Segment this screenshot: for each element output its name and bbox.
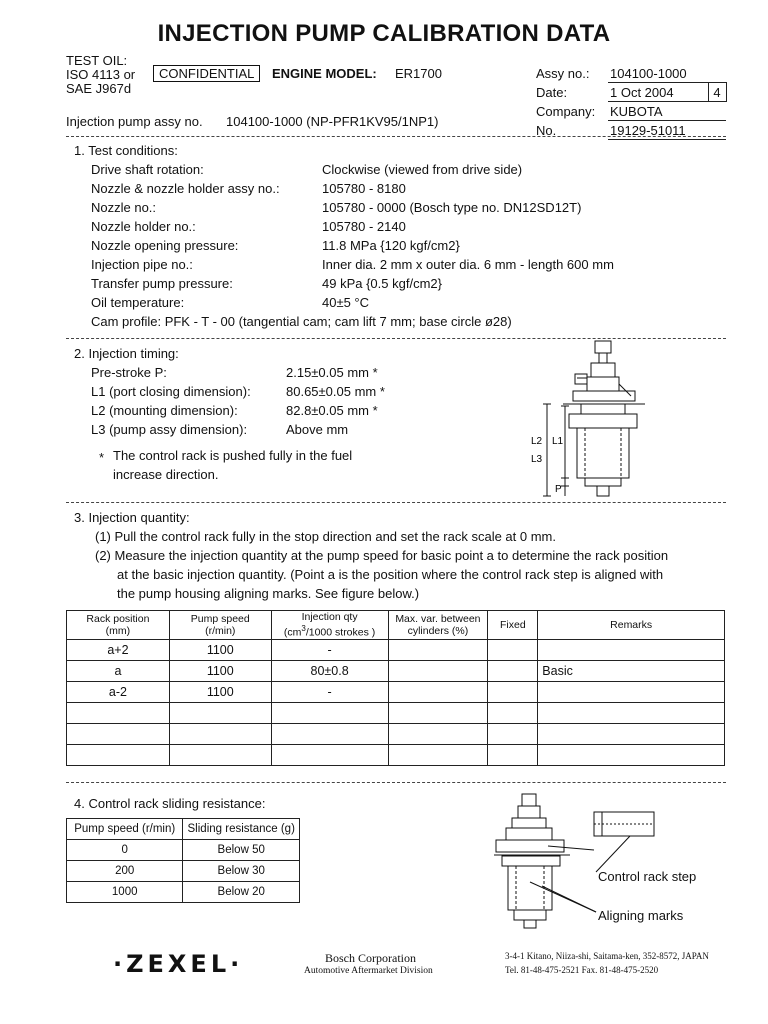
condition-label: Injection pipe no.: [91, 257, 193, 272]
footer-company: Bosch Corporation [325, 951, 416, 965]
step-2a: (2) Measure the injection quantity at the pump speed for basic point a to determine the rack position [95, 548, 669, 563]
table-cell: a-2 [67, 682, 170, 703]
timing-label: L1 (port closing dimension): [91, 384, 251, 399]
step-1: (1) Pull the control rack fully in the stop direction and set the rack scale at 0 mm. [95, 529, 556, 544]
note-line-1: The control rack is pushed fully in the fuel [113, 448, 353, 463]
condition-label: Nozzle no.: [91, 200, 157, 215]
page-box: 4 [708, 83, 726, 102]
note-star: * [99, 450, 105, 465]
test-oil-2: SAE J967d [66, 81, 132, 96]
table-cell: 80±0.8 [271, 661, 388, 682]
timing-value: Above mm [286, 422, 349, 437]
condition-value: Inner dia. 2 mm x outer dia. 6 mm - length 600 mm [322, 257, 614, 272]
table-cell: Below 20 [183, 882, 300, 903]
footer-division: Automotive Aftermarket Division [304, 966, 433, 976]
col-speed: Pump speed (r/min) [67, 819, 183, 840]
table-cell [169, 745, 271, 766]
no-label: No. [536, 122, 557, 138]
col-rack-position: Rack position (mm) [67, 611, 170, 640]
table-row [67, 724, 725, 745]
section4-heading: 4. Control rack sliding resistance: [74, 796, 266, 811]
table-cell [488, 682, 538, 703]
table-cell: 1000 [67, 882, 183, 903]
injection-quantity-table [66, 610, 725, 766]
table-cell [388, 661, 488, 682]
table-cell [488, 661, 538, 682]
note-line-2: increase direction. [113, 467, 219, 482]
condition-label: Drive shaft rotation: [91, 162, 204, 177]
company: KUBOTA [608, 102, 708, 121]
section2-heading: 2. Injection timing: [74, 346, 179, 361]
table-cell: 0 [67, 840, 183, 861]
condition-value: 105780 - 0000 (Bosch type no. DN12SD12T) [322, 200, 582, 215]
table-cell [538, 682, 725, 703]
page-title: INJECTION PUMP CALIBRATION DATA [157, 20, 611, 47]
table-cell [388, 724, 488, 745]
timing-value: 82.8±0.05 mm * [286, 403, 378, 418]
fig-label-l1: L1 [552, 436, 564, 447]
condition-value: 105780 - 2140 [322, 219, 406, 234]
table-cell [169, 703, 271, 724]
timing-value: 80.65±0.05 mm * [286, 384, 385, 399]
table-cell [388, 703, 488, 724]
pump-timing-figure [525, 338, 650, 503]
table-cell: Below 30 [183, 861, 300, 882]
table-cell [488, 724, 538, 745]
divider-1 [66, 136, 726, 137]
col-injection-qty: Injection qty ($cm^3/1000$ strokes ) [271, 611, 388, 640]
timing-label: L2 (mounting dimension): [91, 403, 238, 418]
fig-label-l2: L2 [531, 436, 543, 447]
condition-label: Nozzle opening pressure: [91, 238, 239, 253]
timing-label: Pre-stroke P: [91, 365, 167, 380]
table-row [67, 745, 725, 766]
test-oil-label: TEST OIL: [66, 53, 128, 68]
timing-value: 2.15±0.05 mm * [286, 365, 378, 380]
col-max-var: Max. var. between cylinders (%) [388, 611, 488, 640]
section1-heading: 1. Test conditions: [74, 143, 178, 158]
table-cell [271, 745, 388, 766]
condition-label: Oil temperature: [91, 295, 185, 310]
condition-value: 11.8 MPa {120 kgf/cm2} [322, 238, 460, 253]
table-row [67, 703, 725, 724]
condition-value: 40±5 °C [322, 295, 370, 310]
table-cell [538, 724, 725, 745]
cam-profile: Cam profile: PFK - T - 00 (tangential cam; cam lift 7 mm; base circle ø28) [91, 314, 512, 329]
table-row [67, 840, 300, 861]
table-cell [538, 640, 725, 661]
fig-label-l3: L3 [531, 454, 543, 465]
condition-label: Nozzle holder no.: [91, 219, 196, 234]
table-row [67, 861, 300, 882]
table-cell [488, 703, 538, 724]
table-cell: a+2 [67, 640, 170, 661]
confidential-stamp: CONFIDENTIAL [153, 65, 260, 82]
date-label: Date: [536, 84, 568, 100]
table-row [67, 682, 725, 703]
col-pump-speed: Pump speed (r/min) [169, 611, 271, 640]
condition-value: 105780 - 8180 [322, 181, 406, 196]
assy-no-label: Assy no.: [536, 65, 590, 81]
label-aligning-marks: Aligning marks [598, 908, 684, 923]
table-cell [538, 703, 725, 724]
divider-4 [66, 782, 726, 783]
condition-value: Clockwise (viewed from drive side) [322, 162, 523, 177]
table-cell [67, 745, 170, 766]
fig-label-p: P [555, 484, 562, 495]
table-cell [388, 682, 488, 703]
table-row [67, 640, 725, 661]
col-fixed: Fixed [488, 611, 538, 640]
step-2c: the pump housing aligning marks. See figure below.) [117, 586, 420, 601]
sliding-resistance-table [66, 818, 300, 903]
step-2b: at the basic injection quantity. (Point a is the position where the control rack step is aligned with [117, 567, 664, 582]
col-remarks: Remarks [538, 611, 725, 640]
table-cell [488, 745, 538, 766]
table-cell [169, 724, 271, 745]
table-cell: 200 [67, 861, 183, 882]
condition-label: Nozzle & nozzle holder assy no.: [91, 181, 280, 196]
divider-3 [66, 502, 726, 503]
table-cell [388, 640, 488, 661]
assy-info-table [536, 64, 727, 140]
col-resistance: Sliding resistance (g) [183, 819, 300, 840]
company-label: Company: [536, 103, 596, 119]
table-cell: Basic [538, 661, 725, 682]
condition-value: 49 kPa {0.5 kgf/cm2} [322, 276, 442, 291]
no: 19129-51011 [608, 121, 708, 140]
condition-label: Transfer pump pressure: [91, 276, 233, 291]
section3-heading: 3. Injection quantity: [74, 510, 190, 525]
table-cell: a [67, 661, 170, 682]
table-cell: - [271, 682, 388, 703]
footer-address: 3-4-1 Kitano, Niiza-shi, Saitama-ken, 352-8572, JAPAN [505, 951, 709, 961]
table-cell: 1100 [169, 682, 271, 703]
table-cell [388, 745, 488, 766]
pump-assy: 104100-1000 (NP-PFR1KV95/1NP1) [226, 114, 439, 129]
timing-label: L3 (pump assy dimension): [91, 422, 248, 437]
table-cell [67, 724, 170, 745]
table-cell: 1100 [169, 661, 271, 682]
table-cell: - [271, 640, 388, 661]
table-row [67, 882, 300, 903]
table-cell [67, 703, 170, 724]
table-cell [271, 703, 388, 724]
label-control-rack-step: Control rack step [598, 869, 697, 884]
zexel-logo: ·ZEXEL· [113, 950, 244, 978]
table-cell [488, 640, 538, 661]
engine-model-label: ENGINE MODEL: [272, 66, 377, 81]
assy-no: 104100-1000 [608, 64, 708, 83]
footer-tel: Tel. 81-48-475-2521 Fax. 81-48-475-2520 [505, 965, 659, 975]
pump-assy-label: Injection pump assy no. [66, 114, 203, 129]
table-cell: 1100 [169, 640, 271, 661]
table-cell [538, 745, 725, 766]
table-cell: Below 50 [183, 840, 300, 861]
engine-model: ER1700 [395, 66, 442, 81]
table-cell [271, 724, 388, 745]
test-oil-1: ISO 4113 or [66, 67, 136, 82]
table-row [67, 661, 725, 682]
date: 1 Oct 2004 [608, 83, 708, 102]
